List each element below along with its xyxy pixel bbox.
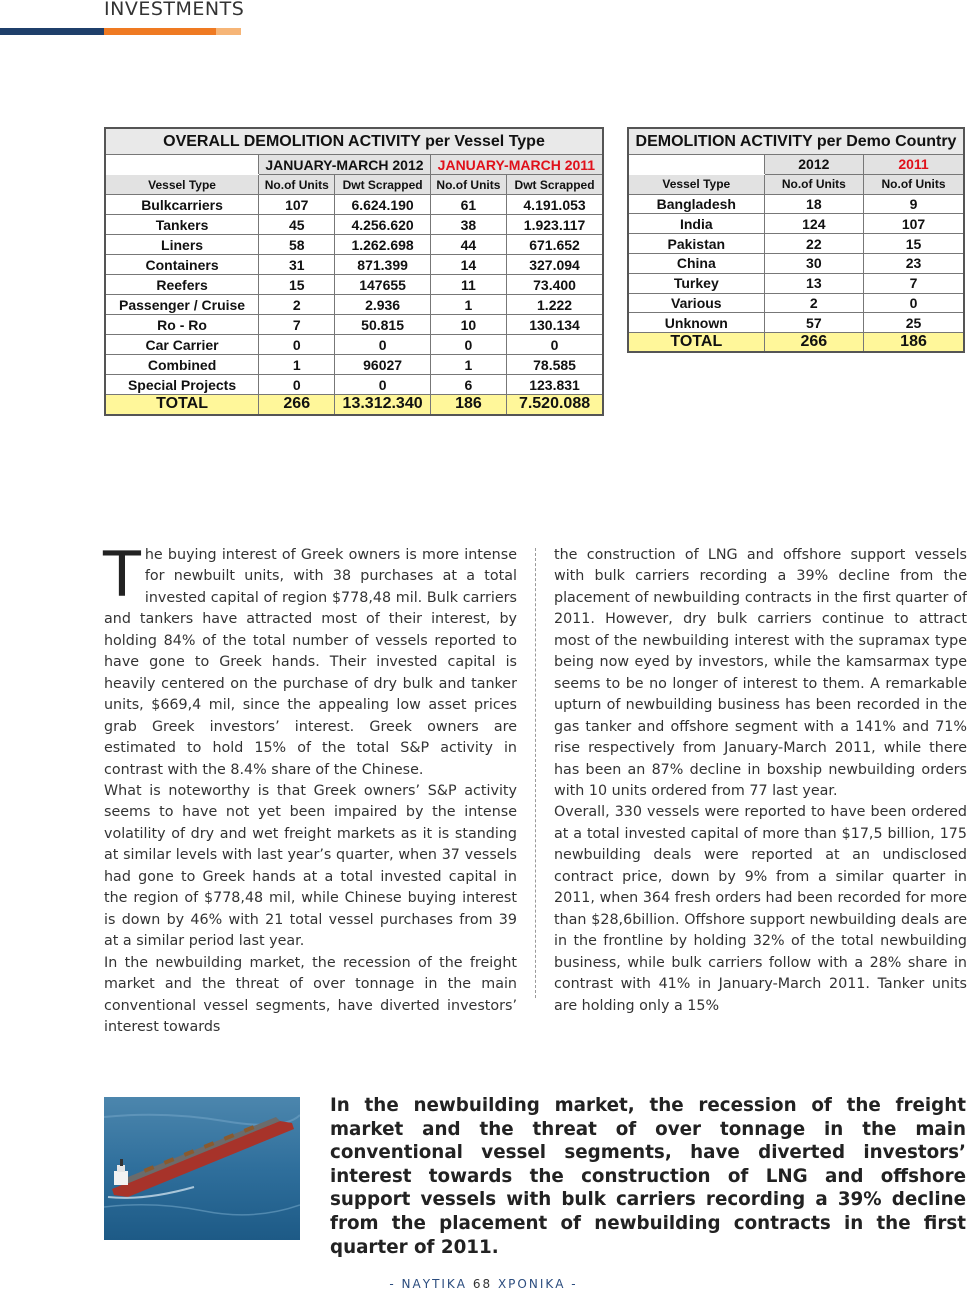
country-cell: India xyxy=(628,214,764,234)
table2-col-units-2011: No.of Units xyxy=(864,174,964,194)
table-row xyxy=(105,215,603,235)
country-cell: China xyxy=(628,253,764,273)
total-units-2012: 266 xyxy=(259,395,335,415)
table-total-row xyxy=(105,395,603,415)
table-row xyxy=(628,194,964,214)
page-footer xyxy=(0,1277,967,1291)
article-column-2 xyxy=(554,545,967,1017)
total-units-2011: 186 xyxy=(864,333,964,353)
units-cell: 11 xyxy=(430,275,506,295)
units-cell: 1 xyxy=(430,355,506,375)
country-cell: Pakistan xyxy=(628,234,764,254)
dwt-cell: 327.094 xyxy=(507,255,603,275)
units-cell: 9 xyxy=(864,194,964,214)
pull-quote: In the newbuilding market, the recession of the freight market and the threat of over tonnage in the main conventional vessel segments, have diverted investors’ interest towards the construction of LNG and offshore support vessels with bulk carriers recording a 39% decline from the placement of newbuilding contracts in the first quarter of 2011. xyxy=(330,1095,966,1258)
dwt-cell: 671.652 xyxy=(507,235,603,255)
total-dwt-2012: 13.312.340 xyxy=(335,395,430,415)
dwt-cell: 96027 xyxy=(335,355,430,375)
dwt-cell: 1.923.117 xyxy=(507,215,603,235)
units-cell: 7 xyxy=(259,315,335,335)
units-cell: 13 xyxy=(764,273,863,293)
table-row xyxy=(105,295,603,315)
table-row xyxy=(628,253,964,273)
vessel-type-cell: Combined xyxy=(105,355,259,375)
dwt-cell: 147655 xyxy=(335,275,430,295)
paragraph: What is noteworthy is that Greek owners’ S&P activity seems to have not yet been impaired by the intense volatility of dry and wet freight markets as it is standing at similar levels with last year’s quarter, when 37 vessels had gone to Greek hands at a total invested capital in the region of $778,48 mil, while Chinese buying interest is down by 46% with 21 total vessel purchases from 39 at a similar period last year. xyxy=(104,782,517,950)
table-total-row xyxy=(628,333,964,353)
units-cell: 0 xyxy=(259,375,335,395)
units-cell: 124 xyxy=(764,214,863,234)
units-cell: 45 xyxy=(259,215,335,235)
vessel-type-cell: Passenger / Cruise xyxy=(105,295,259,315)
units-cell: 30 xyxy=(764,253,863,273)
units-cell: 107 xyxy=(259,195,335,215)
table-row xyxy=(105,275,603,295)
table1-col-dwt-2012: Dwt Scrapped xyxy=(335,175,430,195)
country-cell: Unknown xyxy=(628,313,764,333)
units-cell: 58 xyxy=(259,235,335,255)
dwt-cell: 6.624.190 xyxy=(335,195,430,215)
units-cell: 44 xyxy=(430,235,506,255)
demolition-by-vessel-type-table xyxy=(104,127,604,416)
table-row xyxy=(105,335,603,355)
country-cell: Various xyxy=(628,293,764,313)
table1-period-2011: JANUARY-MARCH 2011 xyxy=(430,155,603,175)
units-cell: 107 xyxy=(864,214,964,234)
table-row xyxy=(628,273,964,293)
table1-period-2012: JANUARY-MARCH 2012 xyxy=(259,155,431,175)
table2-year-2011: 2011 xyxy=(864,155,964,175)
table1-col-vessel: Vessel Type xyxy=(105,175,259,195)
total-label: TOTAL xyxy=(628,333,764,353)
dwt-cell: 130.134 xyxy=(507,315,603,335)
country-cell: Turkey xyxy=(628,273,764,293)
table2-year-2012: 2012 xyxy=(764,155,863,175)
dwt-cell: 73.400 xyxy=(507,275,603,295)
table-row xyxy=(105,235,603,255)
dwt-cell: 0 xyxy=(335,375,430,395)
total-label: TOTAL xyxy=(105,395,259,415)
units-cell: 10 xyxy=(430,315,506,335)
vessel-type-cell: Liners xyxy=(105,235,259,255)
section-title: INVESTMENTS xyxy=(104,0,245,20)
ship-photo xyxy=(104,1097,300,1240)
units-cell: 1 xyxy=(430,295,506,315)
units-cell: 0 xyxy=(259,335,335,355)
units-cell: 0 xyxy=(864,293,964,313)
table2-col-vessel: Vessel Type xyxy=(628,174,764,194)
vessel-type-cell: Reefers xyxy=(105,275,259,295)
units-cell: 2 xyxy=(764,293,863,313)
units-cell: 61 xyxy=(430,195,506,215)
dwt-cell: 123.831 xyxy=(507,375,603,395)
dwt-cell: 4.191.053 xyxy=(507,195,603,215)
table-row xyxy=(628,313,964,333)
header-bar-orange xyxy=(104,28,216,35)
table-row xyxy=(105,255,603,275)
country-cell: Bangladesh xyxy=(628,194,764,214)
article-column-1 xyxy=(103,538,517,1038)
footer-publication-left: - ΝΑΥΤΙΚΑ xyxy=(389,1277,468,1291)
units-cell: 22 xyxy=(764,234,863,254)
vessel-type-cell: Car Carrier xyxy=(105,335,259,355)
dwt-cell: 871.399 xyxy=(335,255,430,275)
table2-col-units-2012: No.of Units xyxy=(764,174,863,194)
dwt-cell: 50.815 xyxy=(335,315,430,335)
units-cell: 15 xyxy=(864,234,964,254)
units-cell: 14 xyxy=(430,255,506,275)
units-cell: 18 xyxy=(764,194,863,214)
vessel-type-cell: Tankers xyxy=(105,215,259,235)
table-row xyxy=(628,293,964,313)
dwt-cell: 0 xyxy=(335,335,430,355)
table-row xyxy=(105,195,603,215)
units-cell: 31 xyxy=(259,255,335,275)
dwt-cell: 78.585 xyxy=(507,355,603,375)
table-row xyxy=(105,375,603,395)
units-cell: 57 xyxy=(764,313,863,333)
paragraph: the construction of LNG and offshore support vessels with bulk carriers recording a 39% decline from the placement of newbuilding contracts in the first quarter of 2011. However, dry bulk carriers continue to attract most of the newbuilding interest with the supramax type being now eyed by investors, while the kamsarmax type seems to be no longer of interest to them. A remarkable upturn of newbuilding business has been recorded in the gas tanker and offshore segment with a 141% and 71% rise respectively from January-March 2011, while there has been an 87% decline in boxship newbuilding orders with 10 units ordered from 77 last year. xyxy=(554,547,967,799)
dwt-cell: 1.222 xyxy=(507,295,603,315)
table1-col-units-2012: No.of Units xyxy=(259,175,335,195)
header-bar-peach xyxy=(216,28,241,35)
units-cell: 1 xyxy=(259,355,335,375)
total-units-2012: 266 xyxy=(764,333,863,353)
units-cell: 0 xyxy=(430,335,506,355)
vessel-type-cell: Ro - Ro xyxy=(105,315,259,335)
table1-title: OVERALL DEMOLITION ACTIVITY per Vessel Type xyxy=(105,128,603,155)
column-divider xyxy=(535,548,536,998)
units-cell: 23 xyxy=(864,253,964,273)
dwt-cell: 4.256.620 xyxy=(335,215,430,235)
total-dwt-2011: 7.520.088 xyxy=(507,395,603,415)
table-row xyxy=(628,214,964,234)
page-number: 68 xyxy=(472,1277,493,1291)
units-cell: 25 xyxy=(864,313,964,333)
table1-col-units-2011: No.of Units xyxy=(430,175,506,195)
vessel-type-cell: Special Projects xyxy=(105,375,259,395)
header-bar-blue xyxy=(0,28,104,35)
units-cell: 15 xyxy=(259,275,335,295)
units-cell: 2 xyxy=(259,295,335,315)
table2-title: DEMOLITION ACTIVITY per Demo Country xyxy=(628,128,964,155)
units-cell: 38 xyxy=(430,215,506,235)
dwt-cell: 1.262.698 xyxy=(335,235,430,255)
demolition-by-country-table xyxy=(627,127,965,353)
vessel-type-cell: Bulkcarriers xyxy=(105,195,259,215)
units-cell: 6 xyxy=(430,375,506,395)
units-cell: 7 xyxy=(864,273,964,293)
footer-publication-right: ΧΡΟΝΙΚΑ - xyxy=(497,1277,578,1291)
table-row xyxy=(105,355,603,375)
table-row xyxy=(628,234,964,254)
dwt-cell: 0 xyxy=(507,335,603,355)
table1-col-dwt-2011: Dwt Scrapped xyxy=(507,175,603,195)
drop-cap: T xyxy=(103,538,141,611)
table-row xyxy=(105,315,603,335)
total-units-2011: 186 xyxy=(430,395,506,415)
paragraph: he buying interest of Greek owners is more intense for newbuilt units, with 38 purchases at a total invested capital of region $778,48 mil. Bulk carriers and tankers have attracted most of their interest, by holding 84% of the total number of vessels reported to have gone to Greek hands. Their invested capital is heavily centered on the purchase of dry bulk and tanker units, $669,4 mil, since the appealing low asset prices grab Greek investors’ interest. Greek owners are estimated to hold 15% of the total S&P activity in contrast with the 8.4% share of the Chinese. xyxy=(104,547,517,778)
paragraph: In the newbuilding market, the recession of the freight market and the threat of over tonnage in the main conventional vessel segments, have diverted investors’ interest towards xyxy=(104,954,517,1035)
paragraph: Overall, 330 vessels were reported to have been ordered at a total invested capital of more than $17,5 billion, 175 newbuilding deals were reported at an undisclosed contract price, down by 9% from a similar quarter in 2011, when 364 fresh orders had been recorded for more than $28,6billion. Offshore support newbuilding deals are in the frontline by holding 32% of the total newbuilding business, while bulk carriers follow with a 28% share in contrast with 41% in January-March 2011. Tanker units are holding only a 15% xyxy=(554,804,967,1014)
dwt-cell: 2.936 xyxy=(335,295,430,315)
vessel-type-cell: Containers xyxy=(105,255,259,275)
